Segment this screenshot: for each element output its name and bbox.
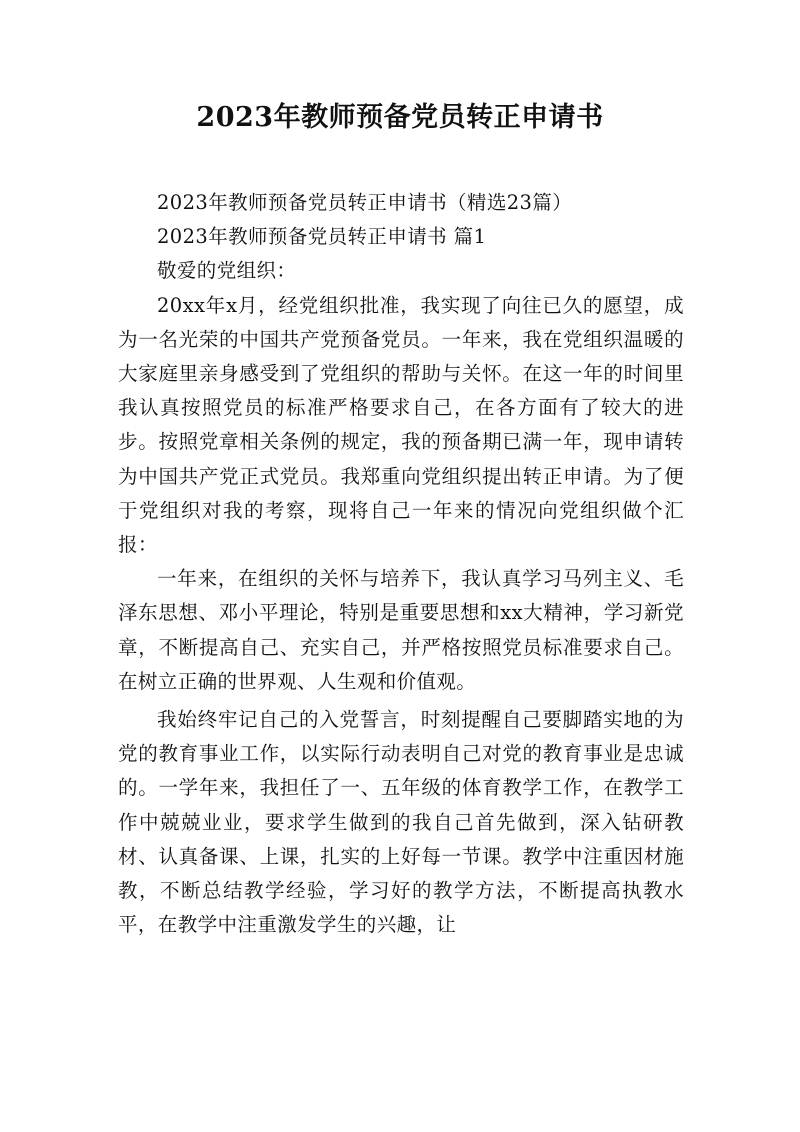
- body-paragraph: 一年来，在组织的关怀与培养下，我认真学习马列主义、毛泽东思想、邓小平理论，特别是重要思想和xx大精神，学习新党章，不断提高自己、充实自己，并严格按照党员标准要求自己。在树立正确的世界观、人生观和价值观。: [118, 567, 684, 693]
- subtitle-line: 2023年教师预备党员转正申请书（精选23篇）: [157, 191, 573, 214]
- salutation: 敬爱的党组织：: [157, 259, 297, 283]
- section-heading: 2023年教师预备党员转正申请书 篇1: [157, 225, 487, 249]
- document-title: 2023年教师预备党员转正申请书: [196, 102, 604, 133]
- body-paragraph: 我始终牢记自己的入党誓言，时刻提醒自己要脚踏实地的为党的教育事业工作，以实际行动表明自己对党的教育事业是忠诚的。一学年来，我担任了一、五年级的体育教学工作，在教学工作中兢兢业业，要求学生做到的我自己首先做到，深入钻研教材、认真备课、上课，扎实的上好每一节课。教学中注重因材施教，不断总结教学经验，学习好的教学方法，不断提高执教水平，在教学中注重激发学生的兴趣，让: [118, 708, 684, 937]
- body-paragraph: 20xx年x月，经党组织批准，我实现了向往已久的愿望，成为一名光荣的中国共产党预备党员。一年来，我在党组织温暖的大家庭里亲身感受到了党组织的帮助与关怀。在这一年的时间里我认真按照党员的标准严格要求自己，在各方面有了较大的进步。按照党章相关条例的规定，我的预备期已满一年，现申请转为中国共产党正式党员。我郑重向党组织提出转正申请。为了便于党组织对我的考察，现将自己一年来的情况向党组织做个汇报：: [118, 293, 684, 557]
- document-body: [118, 186, 684, 942]
